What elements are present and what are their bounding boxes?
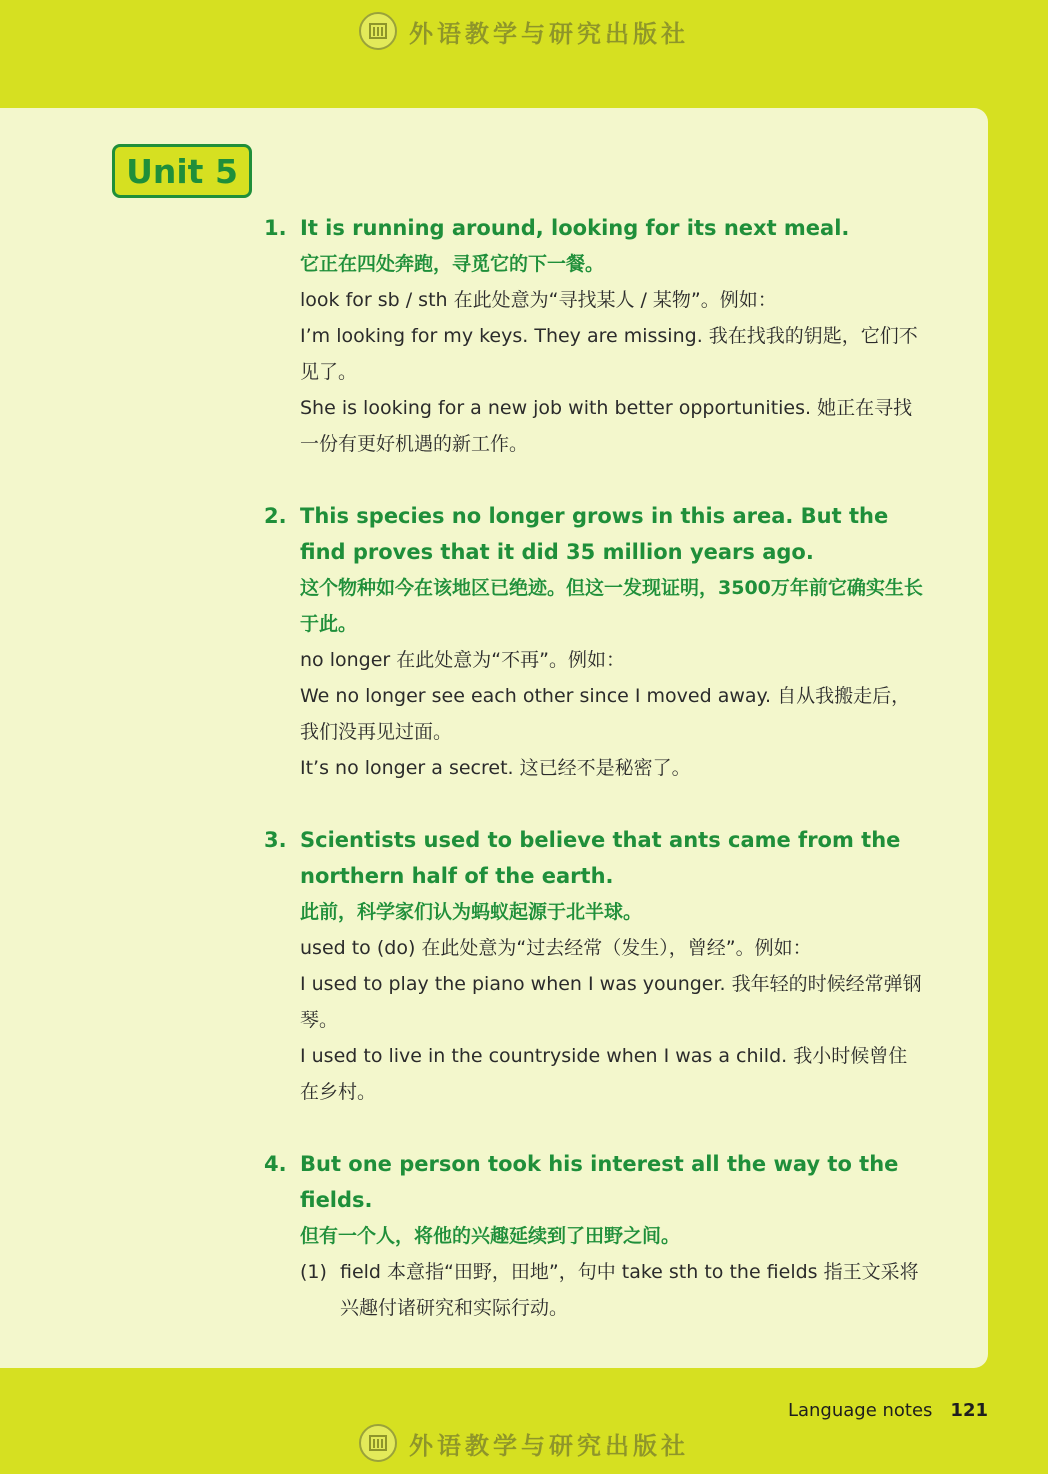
- note-item: [264, 822, 924, 1110]
- note-explanation: no longer 在此处意为“不再”。例如：: [300, 649, 625, 671]
- publisher-footer: [0, 1420, 1048, 1466]
- section-label: Language notes: [787, 1400, 933, 1421]
- note-example: It’s no longer a secret. 这已经不是秘密了。: [300, 757, 691, 779]
- note-chinese-translation: 它正在四处奔跑，寻觅它的下一餐。: [300, 253, 605, 275]
- note-sub-item: [300, 1254, 924, 1326]
- note-number: 4.: [264, 1152, 287, 1176]
- note-english-sentence: Scientists used to believe that ants came from the northern half of the earth.: [300, 828, 901, 888]
- note-example: I used to play the piano when I was younger. 我年轻的时候经常弹钢琴。: [300, 973, 922, 1031]
- note-example: I’m looking for my keys. They are missing. 我在找我的钥匙，它们不见了。: [300, 325, 918, 383]
- note-item: [264, 210, 924, 462]
- publisher-header: [0, 8, 1048, 54]
- note-english-sentence: But one person took his interest all the way to the fields.: [300, 1152, 899, 1212]
- note-example: I used to live in the countryside when I was a child. 我小时候曾住在乡村。: [300, 1045, 908, 1103]
- note-chinese-translation: 此前，科学家们认为蚂蚁起源于北半球。: [300, 901, 643, 923]
- note-item: [264, 498, 924, 786]
- unit-badge: Unit 5: [112, 144, 252, 198]
- note-chinese-translation: 这个物种如今在该地区已绝迹。但这一发现证明，3500万年前它确实生长于此。: [300, 577, 923, 635]
- publisher-name: 外语教学与研究出版社: [409, 1431, 689, 1460]
- note-explanation: look for sb / sth 在此处意为“寻找某人 / 某物”。例如：: [300, 289, 777, 311]
- sub-item-number: (1): [300, 1261, 327, 1283]
- note-number: 1.: [264, 216, 287, 240]
- note-example: We no longer see each other since I moved away. 自从我搬走后，我们没再见过面。: [300, 685, 911, 743]
- fltrp-seal-icon: [359, 1424, 397, 1462]
- page-footer: [760, 1400, 988, 1421]
- note-number: 2.: [264, 504, 287, 528]
- publisher-name: 外语教学与研究出版社: [409, 19, 689, 48]
- note-number: 3.: [264, 828, 287, 852]
- fltrp-seal-icon: [359, 12, 397, 50]
- sub-item-text: field 本意指“田野，田地”，句中 take sth to the fields 指王文采将兴趣付诸研究和实际行动。: [340, 1261, 919, 1319]
- language-notes-list: [264, 210, 924, 1362]
- page-number: 121: [950, 1400, 988, 1421]
- note-chinese-translation: 但有一个人，将他的兴趣延续到了田野之间。: [300, 1225, 681, 1247]
- note-english-sentence: It is running around, looking for its next meal.: [300, 216, 850, 240]
- note-example: She is looking for a new job with better opportunities. 她正在寻找一份有更好机遇的新工作。: [300, 397, 913, 455]
- note-explanation: used to (do) 在此处意为“过去经常（发生），曾经”。例如：: [300, 937, 812, 959]
- note-item: [264, 1146, 924, 1326]
- note-english-sentence: This species no longer grows in this area. But the find proves that it did 35 million years ago.: [300, 504, 889, 564]
